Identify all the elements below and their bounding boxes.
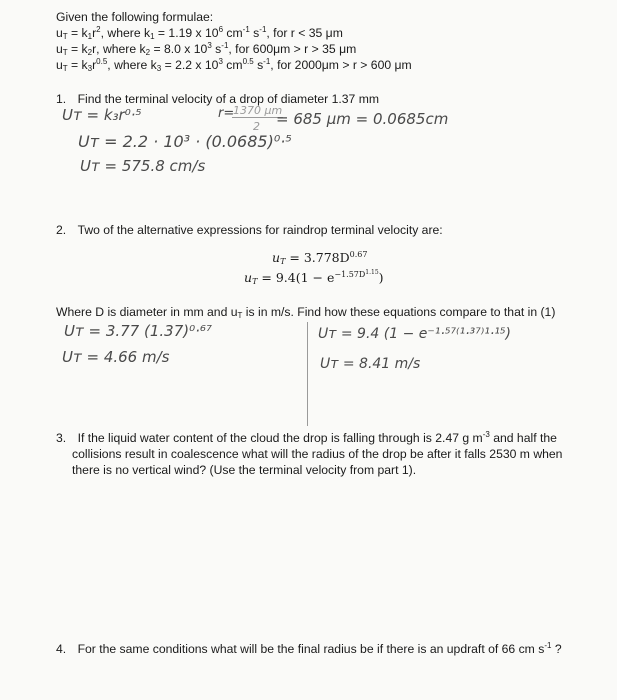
q3-number: 3.	[56, 431, 67, 445]
q1-heading	[56, 92, 379, 106]
formula-2: $u_T = k_2r$, where $k_2 = 8.0$ x $10^3$ $s^{-1}$, for 600μm > r > 35 μm	[56, 41, 357, 57]
q4-text: 4. For the same conditions what will be the final radius be if there is an updraft of 66 cm $s^{-1}$ ?	[56, 641, 562, 656]
formula-1: $u_T = k_1r^2$, where $k_1 = 1.19$ x $10^6$ $cm^{-1}$ $s^{-1}$, for r < 35 μm	[56, 25, 343, 41]
q3-line-2: collisions result in coalescence what will the radius of the drop be after it falls 2530 m when	[72, 447, 563, 461]
formula-3: $u_T = k_3r^{0.5}$, where $k_3 = 2.2$ x $10^3$ $cm^{0.5}$ $s^{-1}$, for 2000μm > r > 600 μm	[56, 57, 412, 73]
q1-hw-r: r=	[218, 106, 235, 121]
intro-text: Given the following formulae:	[56, 10, 214, 24]
q1-hw-answer: Uᴛ = 575.8 cm/s	[80, 157, 206, 175]
q2-equation-1: $u_T = 3.778D^{0.67}$	[272, 250, 368, 266]
q2-followup: Where D is diameter in mm and $u_T$ is in m/s. Find how these equations compare to that in (1)	[56, 305, 556, 320]
q3-line-3: there is no vertical wind? (Use the terminal velocity from part 1).	[72, 463, 417, 477]
q2-hw-left-calculation: Uᴛ = 3.77 (1.37)⁰·⁶⁷	[64, 322, 212, 340]
q2-number: 2.	[56, 223, 67, 237]
q2-hw-left-answer: Uᴛ = 4.66 m/s	[62, 348, 170, 366]
q1-hw-radius-result: = 685 μm = 0.0685cm	[276, 110, 449, 128]
q1-number: 1.	[56, 92, 67, 106]
q1-hw-fraction-numerator: 1370 μm	[233, 104, 283, 117]
q4-number: 4.	[56, 642, 67, 656]
q2-text: Two of the alternative expressions for raindrop terminal velocity are:	[77, 223, 443, 237]
q1-hw-calculation: Uᴛ = 2.2 · 10³ · (0.0685)⁰·⁵	[78, 132, 292, 151]
q1-hw-formula: Uᴛ = k₃r⁰·⁵	[62, 106, 142, 124]
q2-hw-divider-line	[307, 322, 308, 426]
q2-hw-right-answer: Uᴛ = 8.41 m/s	[320, 356, 421, 372]
q2-heading	[56, 223, 443, 237]
q3-line-1: 3. If the liquid water content of the cloud the drop is falling through is 2.47 g $m^{-3}$ and half the	[56, 430, 557, 445]
q1-text: Find the terminal velocity of a drop of diameter 1.37 mm	[77, 92, 380, 106]
q1-hw-fraction-denominator: 2	[253, 120, 260, 133]
q2-hw-right-calculation: Uᴛ = 9.4 (1 − e⁻¹·⁵⁷⁽¹·³⁷⁾¹·¹⁵)	[318, 326, 511, 342]
q2-equation-2: $u_T = 9.4(1 - e^{-1.57D^{1.15}})$	[244, 269, 384, 286]
